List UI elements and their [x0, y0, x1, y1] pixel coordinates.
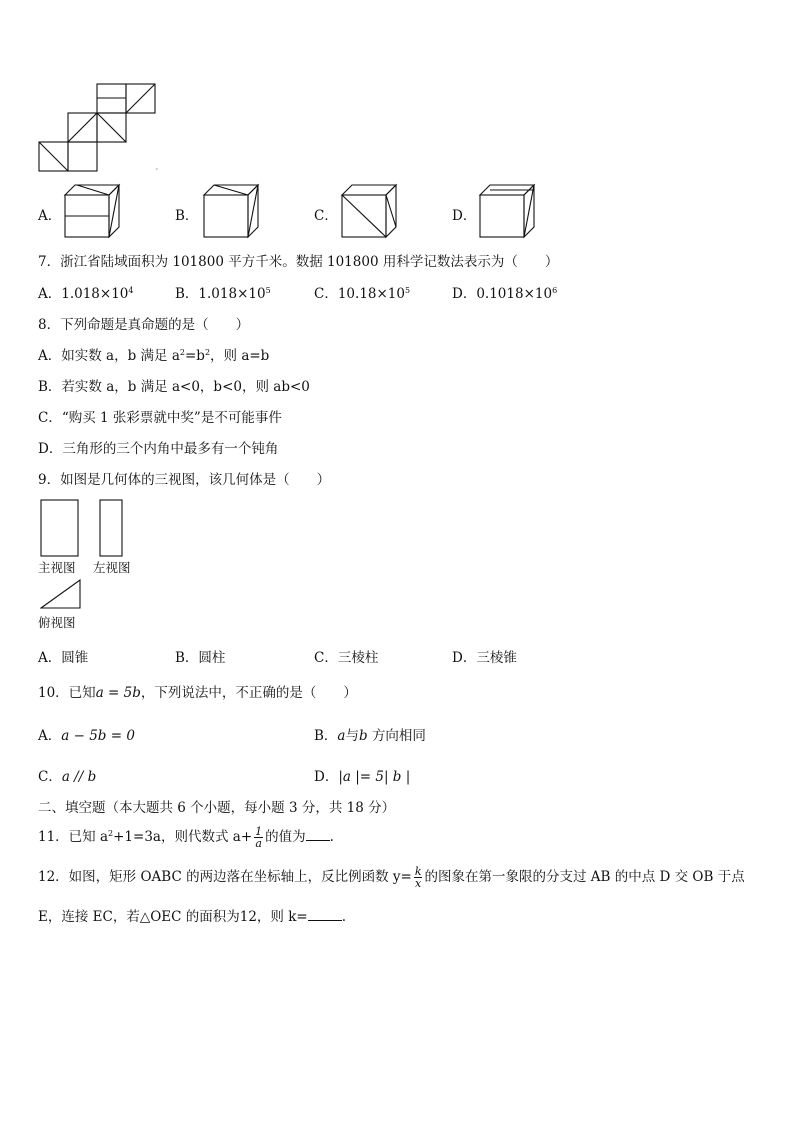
- q9-option-d: [452, 646, 517, 666]
- q9-option-b-letter: B．: [175, 650, 199, 666]
- q11: [38, 822, 334, 852]
- q11-frac-num: 1: [255, 825, 263, 838]
- q10-option-b-letter: B．: [314, 728, 338, 744]
- q6-option-a-cube: [63, 183, 121, 239]
- q10-option-c: [38, 765, 96, 785]
- q9-option-c-letter: C．: [314, 650, 338, 666]
- q7-option-a: [38, 282, 133, 302]
- q9-option-a-text: 圆锥: [61, 650, 89, 666]
- q9-left-view: [99, 499, 125, 559]
- q10-option-a-expr: a − 5b = 0: [61, 728, 135, 744]
- q9-front-view: [40, 499, 80, 559]
- q8-option-b-text: 若实数 a，b 满足 a<0，b<0，则 ab<0: [61, 379, 310, 395]
- q9-option-d-text: 三棱锥: [476, 650, 517, 666]
- q7-option-c-exp: 5: [404, 286, 411, 295]
- q11-answer-blank[interactable]: [306, 828, 330, 841]
- q10-option-a-letter: A．: [38, 728, 62, 744]
- q6-option-d-label: D．: [452, 208, 477, 224]
- q12-line2-text: E，连接 EC，若△OEC 的面积为12，则 k=: [38, 909, 308, 925]
- q8-option-d-letter: D．: [38, 441, 63, 457]
- q9-front-view-label: 主视图: [38, 560, 76, 575]
- q11-fraction: [254, 826, 263, 849]
- q9-stem: 9．如图是几何体的三视图，该几何体是（ ）: [38, 472, 331, 488]
- q10-option-b-expr-mid: 与: [345, 728, 359, 744]
- q12-line1-post: 的图象在第一象限的分支过 AB 的中点 D 交 OB 于点: [424, 869, 745, 885]
- q10-option-a: [38, 724, 135, 744]
- q9-option-c-text: 三棱柱: [337, 650, 379, 666]
- q7-option-c-base: 10.18×10: [337, 286, 405, 302]
- q7-option-d-base: 0.1018×10: [476, 286, 553, 302]
- q9-option-a-letter: A．: [38, 650, 62, 666]
- q7-option-c: [314, 282, 410, 302]
- q10-option-b-expr-b: b: [358, 728, 368, 744]
- q7-option-a-letter: A．: [38, 286, 62, 302]
- q8-option-a-sq1: 2: [179, 348, 185, 357]
- q7-option-b-base: 1.018×10: [198, 286, 266, 302]
- q7-option-b-exp: 5: [265, 286, 271, 295]
- q10-option-c-letter: C．: [38, 769, 62, 785]
- q8-option-c: [38, 406, 282, 426]
- q9-top-view-label: 俯视图: [38, 615, 76, 630]
- q11-mid: +1=3a，则代数式 a+: [113, 829, 253, 845]
- q10-stem: [38, 681, 357, 701]
- q12-line1: [38, 862, 745, 892]
- q10-option-b-text-post: 方向相同: [371, 728, 426, 744]
- q7-option-d: [452, 282, 557, 302]
- q8-option-c-text: “购买 1 张彩票就中奖”是不可能事件: [61, 410, 282, 426]
- q8-option-c-letter: C．: [38, 410, 62, 426]
- q8-option-b: [38, 375, 310, 395]
- q11-sq: 2: [108, 829, 114, 838]
- q8-option-a: [38, 344, 269, 364]
- q8-option-d-text: 三角形的三个内角中最多有一个钝角: [62, 441, 279, 457]
- q8-option-b-letter: B．: [38, 379, 62, 395]
- q8-option-a-sq2: 2: [204, 348, 211, 357]
- q11-post: 的值为: [265, 829, 306, 845]
- q9-top-view: [40, 579, 82, 611]
- q10-option-d-expr: |a |= 5| b |: [338, 769, 411, 785]
- q10-option-d-letter: D．: [314, 769, 339, 785]
- q7-stem: 7．浙江省陆域面积为 101800 平方千米。数据 101800 用科学记数法表示为（ ）: [38, 254, 559, 270]
- q8-option-a-letter: A．: [38, 348, 62, 364]
- q12-fraction: [414, 866, 423, 889]
- q10-stem-post: ，下列说法中，不正确的是（ ）: [140, 685, 357, 701]
- q6-option-b-label: B．: [175, 208, 199, 224]
- q10-option-d: [314, 765, 410, 785]
- q10-option-b-expr-a: a: [337, 728, 346, 744]
- q8-stem: 8．下列命题是真命题的是（ ）: [38, 317, 250, 333]
- q7-option-b: [175, 282, 271, 302]
- section-heading-fill-in: 二、填空题（本大题共 6 个小题，每小题 3 分，共 18 分）: [38, 800, 396, 816]
- q9-left-view-label: 左视图: [93, 560, 131, 575]
- q8-option-a-text-pre: 如实数 a，b 满足 a: [61, 348, 180, 364]
- q8-option-d: [38, 437, 278, 457]
- q7-option-a-exp: 4: [128, 286, 134, 295]
- cube-net-figure: [38, 83, 163, 175]
- q6-option-a-label: A．: [38, 208, 62, 224]
- q12-frac-den: x: [415, 877, 422, 890]
- q7-option-d-exp: 6: [552, 286, 558, 295]
- q6-option-c-label: C．: [314, 208, 338, 224]
- q6-option-b-cube: [202, 183, 260, 239]
- q7-option-a-base: 1.018×10: [61, 286, 129, 302]
- q7-option-b-letter: B．: [175, 286, 199, 302]
- q11-pre: 11．已知 a: [38, 829, 109, 845]
- q9-option-b: [175, 646, 225, 666]
- q12-frac-num: k: [414, 865, 422, 878]
- q8-option-a-text-post: ，则 a=b: [210, 348, 270, 364]
- q10-option-b: [314, 724, 426, 744]
- q10-stem-pre: 10．已知: [38, 685, 96, 701]
- q6-option-c-cube: [340, 183, 398, 239]
- q11-frac-den: a: [255, 837, 262, 850]
- q12-line2: [38, 905, 346, 925]
- q12-line2-end: .: [341, 909, 347, 925]
- svg-text:◦: ◦: [155, 166, 159, 173]
- q6-option-d-cube: [478, 183, 538, 239]
- q9-option-a: [38, 646, 88, 666]
- q9-option-b-text: 圆柱: [198, 650, 226, 666]
- q12-answer-blank[interactable]: [308, 908, 342, 921]
- q9-option-d-letter: D．: [452, 650, 477, 666]
- q9-option-c: [314, 646, 378, 666]
- q12-line1-pre: 12．如图，矩形 OABC 的两边落在坐标轴上，反比例函数 y=: [38, 869, 412, 885]
- q11-end: .: [329, 829, 334, 845]
- q8-option-a-text-mid: =b: [184, 348, 205, 364]
- q10-stem-expr: a = 5b: [95, 685, 141, 701]
- q10-option-c-expr: a // b: [61, 769, 97, 785]
- q7-option-c-letter: C．: [314, 286, 338, 302]
- q7-option-d-letter: D．: [452, 286, 477, 302]
